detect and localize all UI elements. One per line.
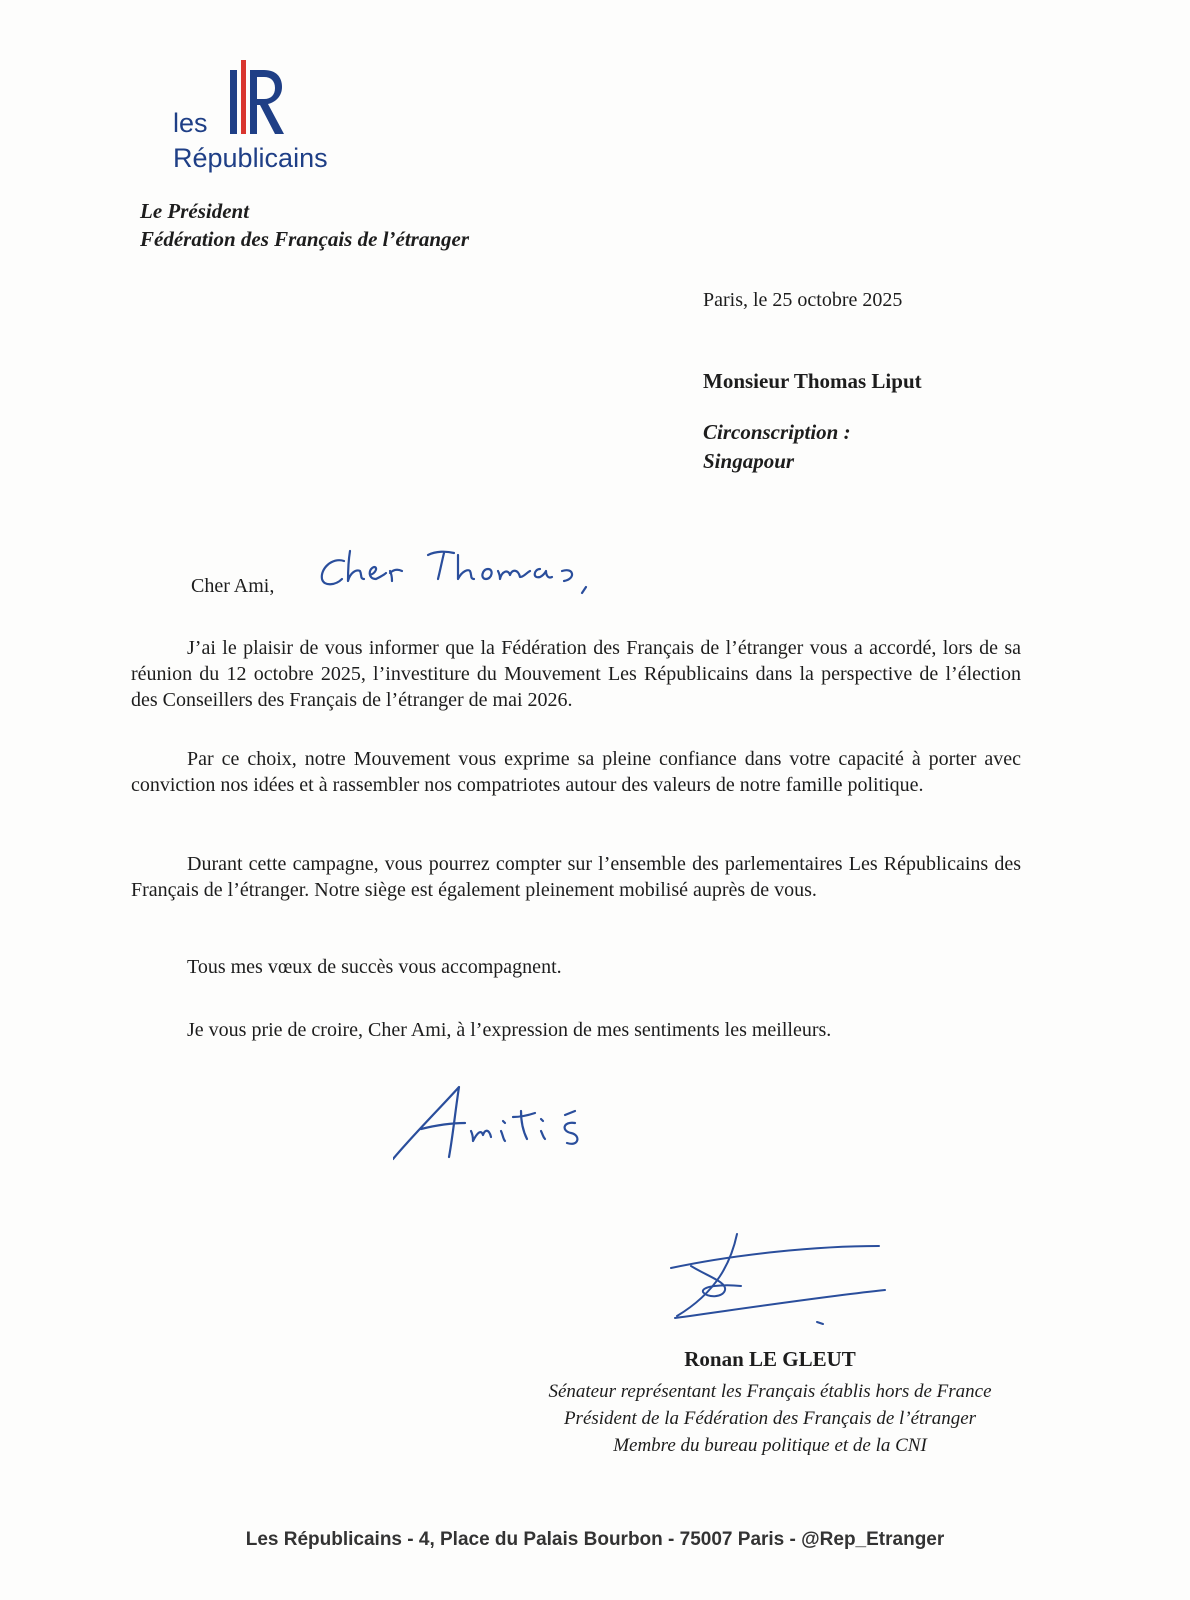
sender-organization: Fédération des Français de l’étranger — [140, 227, 469, 251]
body-paragraph-investiture: J’ai le plaisir de vous informer que la Fédération des Français de l’étranger vous a accordé, lors de sa réunion du 12 octobre 2025, l’investiture du Mouvement Les Républicains dans la perspective de l’élection des Conseillers des Français de l’étranger de mai 2026. — [131, 637, 1021, 711]
body-paragraph-confiance: Par ce choix, notre Mouvement vous exprime sa pleine confiance dans votre capacité à porter avec conviction nos idées et à rassembler nos compatriotes autour des valeurs de notre famille politique. — [131, 748, 1021, 796]
signatory-title-president: Président de la Fédération des Français de l’étranger — [563, 1408, 977, 1429]
circonscription-label: Circonscription : — [703, 420, 851, 444]
lr-logo-mark-icon — [230, 60, 290, 140]
body-paragraph-voeux: Tous mes vœux de succès vous accompagnent. — [187, 956, 562, 978]
logo-text-les: les — [173, 108, 208, 138]
circonscription-value: Singapour — [703, 449, 795, 473]
signatory-title-senateur: Sénateur représentant les Français établis hors de France — [548, 1381, 992, 1402]
signatory-title-membre: Membre du bureau politique et de la CNI — [613, 1435, 927, 1456]
body-paragraph-formule-politesse: Je vous prie de croire, Cher Ami, à l’expression de mes sentiments les meilleurs. — [187, 1019, 832, 1041]
handwritten-greeting-cher-thomas-icon — [318, 547, 598, 597]
signature-icon — [667, 1232, 897, 1332]
logo-text-republicains: Républicains — [173, 143, 328, 173]
letter-date: Paris, le 25 octobre 2025 — [703, 289, 903, 311]
body-paragraph-campagne: Durant cette campagne, vous pourrez compter sur l’ensemble des parlementaires Les Républicains des Français de l’étranger. Notre siège est également pleinement mobilisé auprès de vous. — [131, 853, 1021, 901]
recipient-name: Monsieur Thomas Liput — [703, 369, 922, 393]
handwritten-closing-amities-icon — [393, 1085, 603, 1165]
footer-address: Les Républicains - 4, Place du Palais Bourbon - 75007 Paris - @Rep_Etranger — [245, 1529, 945, 1550]
salutation: Cher Ami, — [191, 575, 275, 597]
signatory-name: Ronan LE GLEUT — [684, 1347, 856, 1371]
sender-title: Le Président — [140, 199, 250, 223]
